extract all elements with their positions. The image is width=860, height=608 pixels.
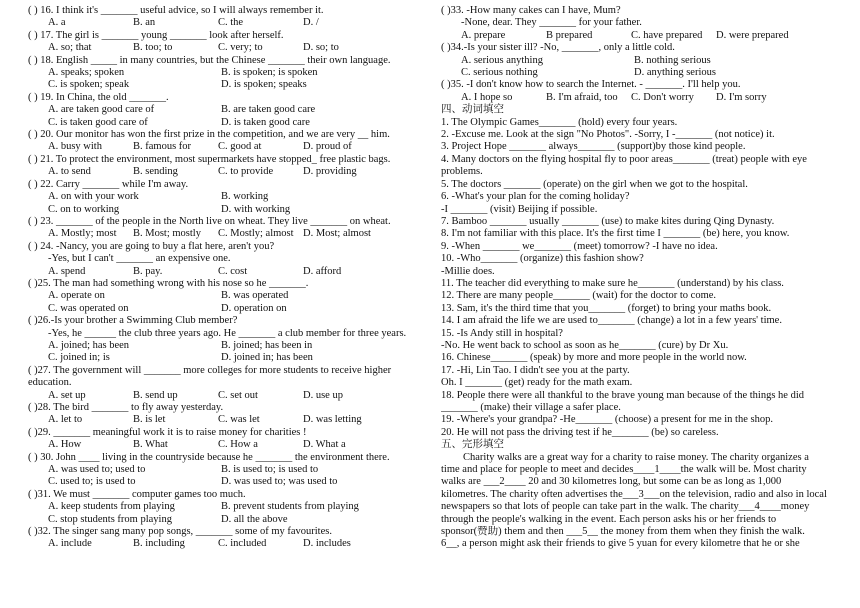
option-row: [28, 104, 426, 116]
answer-option: D. joined in; has been: [221, 352, 313, 364]
option-row: [441, 92, 839, 104]
verb-fill-item: 1. The Olympic Games_______ (hold) every four years.: [441, 116, 678, 128]
verb-fill-item: 14. I am afraid the life we are used to_______ (change) a lot in a few years' time.: [441, 315, 782, 327]
verb-fill-item: 15. -Is Andy still in hospital?: [441, 327, 563, 339]
answer-option: A. serious anything: [461, 54, 543, 66]
question-continuation: -None, dear. They _______ for your father.: [461, 17, 642, 29]
question-stem: ( ) 24. -Nancy, you are going to buy a flat here, aren't you?: [28, 240, 275, 252]
question-stem: ( )32. The singer sang many pop songs, _______ some of my favourites.: [28, 526, 332, 538]
answer-option: A. spend: [48, 265, 86, 277]
answer-option: A. speaks; spoken: [48, 67, 125, 79]
question-continuation: -Yes, he ______ the club three years ago. He _______ a club member for three years.: [48, 327, 407, 339]
answer-option: C. to provide: [218, 166, 274, 178]
answer-option: A. a: [48, 17, 66, 29]
question-item: [28, 315, 426, 365]
answer-option: C. have prepared: [631, 29, 703, 41]
verb-fill-item: 7. Bamboo _______ usually _______ (use) to make kites during Qing Dynasty.: [441, 215, 775, 227]
question-item: [28, 154, 426, 179]
answer-option: D. I'm sorry: [716, 91, 767, 103]
option-row: [28, 42, 426, 54]
question-stem: ( )31. We must _______ computer games too much.: [28, 488, 246, 500]
right-multiple-choice: [441, 5, 839, 104]
option-row: [28, 439, 426, 451]
answer-option: D. anything serious: [634, 67, 716, 79]
verb-fill-item: 20. He will not pass the driving test if he_______ (be) so careless.: [441, 426, 719, 438]
option-row: [28, 117, 426, 129]
answer-option: D. providing: [303, 166, 357, 178]
option-row: [28, 17, 426, 29]
answer-option: B. was operated: [221, 290, 289, 302]
answer-option: D. with working: [221, 203, 291, 215]
passage-line: time and place for people to meet and decides____1____the walk will be. Most charity: [441, 464, 807, 476]
question-item: [28, 452, 426, 489]
right-column: [441, 5, 839, 551]
answer-option: C. is taken good care of: [48, 116, 148, 128]
option-row: [28, 538, 426, 550]
question-continuation: education.: [28, 377, 72, 389]
answer-option: B. an: [133, 17, 156, 29]
answer-option: D. afford: [303, 265, 342, 277]
answer-option: B. nothing serious: [634, 54, 711, 66]
answer-option: B. I'm afraid, too: [546, 91, 618, 103]
answer-option: A. was used to; used to: [48, 464, 146, 476]
section5-title: 五、完形填空: [441, 439, 504, 451]
question-item: [441, 79, 839, 104]
passage-line: kilometres. The charity often advertises the___3___on the television, radio and also in local: [441, 488, 827, 500]
answer-option: B. working: [221, 191, 269, 203]
verb-fill-item: 13. Sam, it's the third time that you_______ (forget) to bring your maths book.: [441, 302, 772, 314]
answer-option: B. is spoken; is spoken: [221, 67, 318, 79]
question-item: [28, 30, 426, 55]
verb-fill-item: -No. He went back to school as soon as he_______ (cure) by Dr Xu.: [441, 339, 729, 351]
answer-option: C. set out: [218, 389, 258, 401]
option-row: [28, 290, 426, 302]
option-row: [28, 166, 426, 178]
verb-fill-item: 3. Project Hope _______ always_______ (support)by those kind people.: [441, 141, 746, 153]
option-row: [28, 141, 426, 153]
answer-option: A. so; that: [48, 42, 92, 54]
option-row: [28, 390, 426, 402]
question-item: [28, 179, 426, 216]
passage-line: sponsor(赞助) them and then ___5__ the money from them when they finish the walk.: [441, 526, 805, 538]
verb-fill-item: problems.: [441, 166, 483, 178]
passage-line: 6__, a person might ask their friends to give 5 yuan for every kilometre that he or she: [441, 538, 800, 550]
question-item: [28, 92, 426, 129]
section4-title: 四、动词填空: [441, 104, 504, 116]
answer-option: B. send up: [133, 389, 178, 401]
answer-option: D. includes: [303, 538, 351, 550]
option-row: [28, 191, 426, 203]
answer-option: C. How a: [218, 439, 258, 451]
answer-option: C. cost: [218, 265, 248, 277]
answer-option: B. too; to: [133, 42, 173, 54]
question-item: [28, 241, 426, 278]
answer-option: A. to send: [48, 166, 91, 178]
option-row: [28, 514, 426, 526]
answer-option: C. on to working: [48, 203, 120, 215]
answer-option: C. good at: [218, 141, 262, 153]
answer-option: B prepared: [546, 29, 593, 41]
verb-fill-item: -I _______ (visit) Beijing if possible.: [441, 203, 598, 215]
verb-fill-item: 19. -Where's your grandpa? -He_______ (choose) a present for me in the shop.: [441, 414, 773, 426]
verb-fill-item: 11. The teacher did everything to make sure he_______ (understand) by his class.: [441, 277, 784, 289]
answer-option: B. Most; mostly: [133, 228, 201, 240]
question-stem: ( )35. -I don't know how to search the Internet. - _______. I'll help you.: [441, 79, 741, 91]
answer-option: A. joined; has been: [48, 339, 130, 351]
verb-fill-item: 18. People there were all thankful to the brave young man because of the things he did: [441, 389, 805, 401]
question-stem: ( )34.-Is your sister ill? -No, _______, only a little cold.: [441, 42, 675, 54]
answer-option: A. set up: [48, 389, 86, 401]
question-stem: ( ) 22. Carry _______ while I'm away.: [28, 178, 189, 190]
option-row: [28, 501, 426, 513]
question-item: [28, 526, 426, 551]
question-item: [28, 489, 426, 526]
answer-option: D. was letting: [303, 414, 362, 426]
left-column: [28, 5, 426, 551]
option-row: [28, 204, 426, 216]
question-item: [28, 402, 426, 427]
verb-fill-item: 12. There are many people_______ (wait) for the doctor to come.: [441, 290, 717, 302]
answer-option: B. are taken good care: [221, 104, 316, 116]
question-stem: ( ) 23. _______ of the people in the North live on wheat. They live _______ on wheat.: [28, 215, 391, 227]
option-row: [28, 464, 426, 476]
question-stem: ( )33. -How many cakes can I have, Mum?: [441, 5, 621, 16]
answer-option: D. so; to: [303, 42, 339, 54]
answer-option: C. was operated on: [48, 302, 129, 314]
question-stem: ( )26.-Is your brother a Swimming Club member?: [28, 315, 238, 327]
answer-option: D. proud of: [303, 141, 352, 153]
verb-fill-item: -Millie does.: [441, 265, 495, 277]
verb-fill-item: 17. -Hi, Lin Tao. I didn't see you at the party.: [441, 364, 630, 376]
option-row: [441, 67, 839, 79]
question-stem: ( )25. The man had something wrong with his nose so he _______.: [28, 277, 309, 289]
question-stem: ( ) 16. I think it's _______ useful advice, so I will always remember it.: [28, 5, 324, 16]
cloze-passage: [441, 452, 839, 551]
question-continuation: -Yes, but I can't _______ an expensive one.: [48, 253, 231, 265]
question-item: [28, 55, 426, 92]
answer-option: C. Mostly; almost: [218, 228, 294, 240]
verb-fill-item: 9. -When _______ we_______ (meet) tomorrow? -I have no idea.: [441, 240, 718, 252]
option-row: [28, 414, 426, 426]
answer-option: A. Mostly; most: [48, 228, 117, 240]
answer-option: A. operate on: [48, 290, 105, 302]
question-item: [28, 216, 426, 241]
passage-line: newspapers so that lots of people can take part in the walk. The charity___4____money: [441, 501, 810, 513]
answer-option: B. including: [133, 538, 185, 550]
answer-option: C. serious nothing: [461, 67, 538, 79]
question-item: [28, 5, 426, 30]
verb-fill-item: 16. Chinese_______ (speak) by more and more people in the world now.: [441, 352, 747, 364]
answer-option: A. include: [48, 538, 92, 550]
answer-option: C. is spoken; speak: [48, 79, 130, 91]
verb-fill-item: 10. -Who_______ (organize) this fashion show?: [441, 253, 644, 265]
option-row: [28, 67, 426, 79]
option-row: [28, 303, 426, 315]
answer-option: C. the: [218, 17, 244, 29]
answer-option: A. busy with: [48, 141, 102, 153]
answer-option: C. joined in; is: [48, 352, 110, 364]
answer-option: B. pay.: [133, 265, 163, 277]
question-item: [28, 365, 426, 402]
answer-option: B. What: [133, 439, 168, 451]
verb-fill-item: 6. -What's your plan for the coming holiday?: [441, 191, 630, 203]
question-item: [28, 427, 426, 452]
answer-option: D. all the above: [221, 513, 288, 525]
passage-line: walks are ___2____ 20 and 30 kilometres long, but some can be as long as 1,000: [441, 476, 782, 488]
answer-option: B. is used to; is used to: [221, 464, 319, 476]
answer-option: C. Don't worry: [631, 91, 694, 103]
option-row: [28, 228, 426, 240]
answer-option: B. prevent students from playing: [221, 501, 359, 513]
option-row: [441, 30, 839, 42]
question-stem: ( )28. The bird _______ to fly away yesterday.: [28, 402, 224, 413]
answer-option: D. Most; almost: [303, 228, 371, 240]
passage-line: through the people's walking in the event. Each person asks his or her friends to: [441, 513, 777, 525]
answer-option: C. stop students from playing: [48, 513, 172, 525]
verb-fill-item: Oh. I _______ (get) ready for the math exam.: [441, 377, 633, 389]
question-stem: ( ) 19. In China, the old _______.: [28, 91, 169, 103]
answer-option: C. used to; is used to: [48, 476, 136, 488]
question-stem: ( ) 21. To protect the environment, most supermarkets have stopped_ free plastic bags.: [28, 153, 391, 165]
answer-option: A. are taken good care of: [48, 104, 155, 116]
question-stem: ( )27. The government will _______ more colleges for more students to receive higher: [28, 364, 392, 376]
answer-option: D. is spoken; speaks: [221, 79, 307, 91]
answer-option: D. What a: [303, 439, 346, 451]
answer-option: A. prepare: [461, 29, 506, 41]
answer-option: C. was let: [218, 414, 260, 426]
option-row: [28, 266, 426, 278]
answer-option: D. /: [303, 17, 319, 29]
question-item: [441, 42, 839, 79]
answer-option: C. very; to: [218, 42, 263, 54]
question-item: [28, 129, 426, 154]
answer-option: A. on with your work: [48, 191, 139, 203]
verb-fill-item: 4. Many doctors on the flying hospital fly to poor areas_______ (treat) people with eye: [441, 153, 807, 165]
question-stem: ( ) 17. The girl is _______ young _______ look after herself.: [28, 29, 284, 41]
answer-option: A. How: [48, 439, 82, 451]
answer-option: A. let to: [48, 414, 83, 426]
answer-option: D. is taken good care: [221, 116, 310, 128]
question-stem: ( ) 30. John ____ living in the countryside because he _______ the environment there.: [28, 451, 390, 463]
answer-option: A. I hope so: [461, 91, 513, 103]
answer-option: D. use up: [303, 389, 343, 401]
answer-option: C. included: [218, 538, 267, 550]
passage-line: Charity walks are a great way for a charity to raise money. The charity organizes a: [463, 451, 809, 463]
verb-fill-item: 8. I'm not familiar with this place. It's the first time I _______ (be) here, you know.: [441, 228, 790, 240]
answer-option: B. is let: [133, 414, 166, 426]
answer-option: D. were prepared: [716, 29, 789, 41]
question-stem: ( )29. _______ meaningful work it is to raise money for charities !: [28, 426, 307, 438]
verb-fill-item: 5. The doctors _______ (operate) on the girl when we got to the hospital.: [441, 178, 748, 190]
answer-option: A. keep students from playing: [48, 501, 175, 513]
question-stem: ( ) 18. English _____ in many countries, but the Chinese _______ their own language.: [28, 54, 391, 66]
answer-option: B. famous for: [133, 141, 192, 153]
option-row: [441, 55, 839, 67]
answer-option: B. joined; has been in: [221, 339, 313, 351]
question-item: [441, 5, 839, 42]
option-row: [28, 352, 426, 364]
answer-option: D. was used to; was used to: [221, 476, 338, 488]
answer-option: B. sending: [133, 166, 178, 178]
option-row: [28, 476, 426, 488]
answer-option: D. operation on: [221, 302, 287, 314]
option-row: [28, 340, 426, 352]
option-row: [28, 79, 426, 91]
question-item: [28, 278, 426, 315]
verb-fill-section: [441, 117, 839, 440]
question-stem: ( ) 20. Our monitor has won the first prize in the competition, and we are very __ him.: [28, 129, 390, 141]
verb-fill-item: 2. -Excuse me. Look at the sign "No Photos". -Sorry, I -_______ (not notice) it.: [441, 129, 775, 141]
verb-fill-item: _______ (make) their village a safer place.: [441, 402, 621, 413]
